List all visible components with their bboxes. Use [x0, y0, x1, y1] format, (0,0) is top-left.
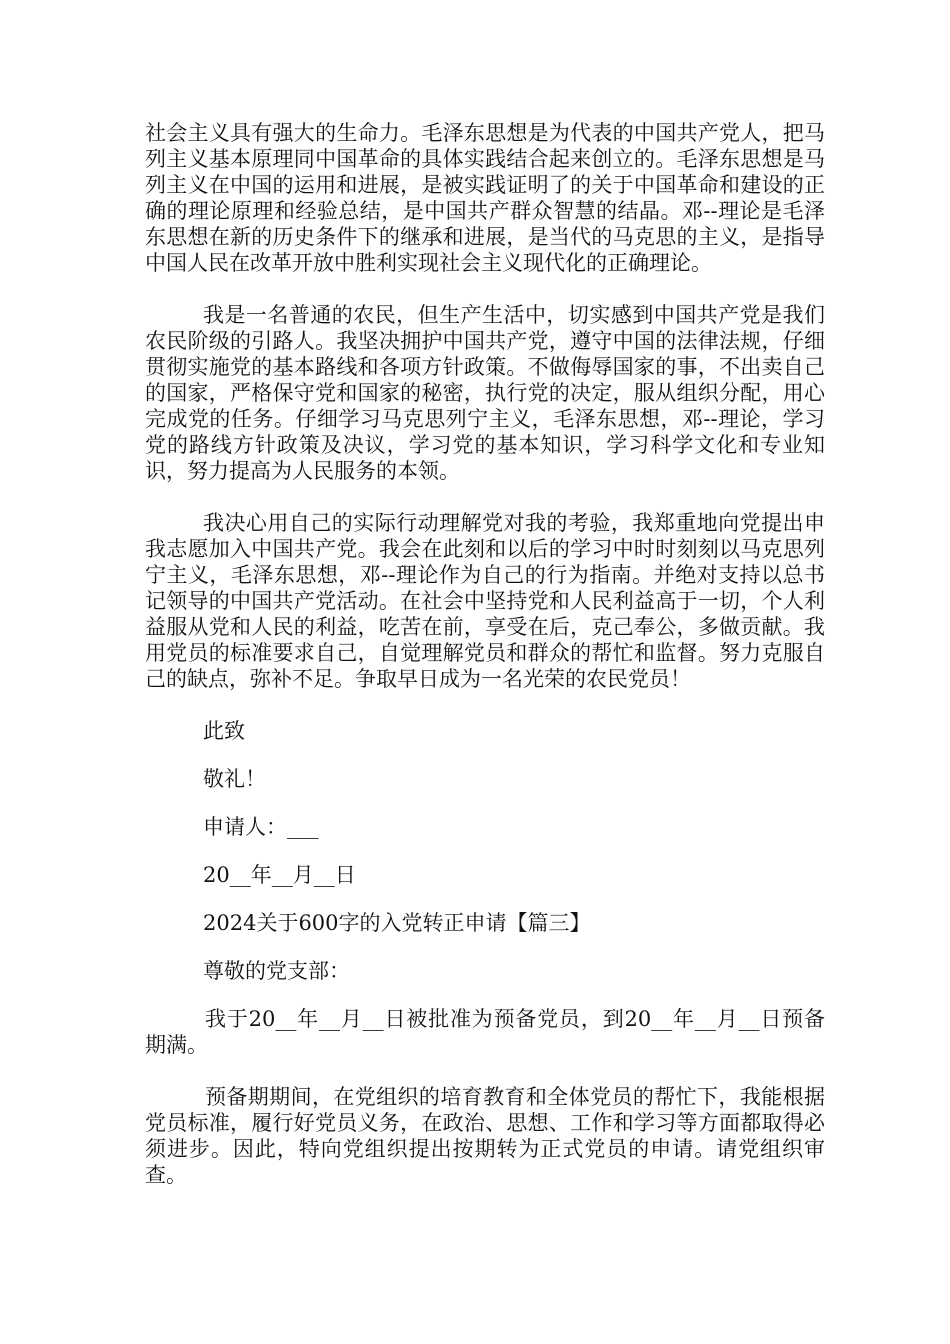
- closing-salute: 敬礼！: [203, 767, 266, 791]
- applicant-signature: 申请人：___: [203, 815, 319, 839]
- paragraph-farmer-statement: 我是一名普通的农民，但生产生活中，切实感到中国共产党是我们农民阶级的引路人。我坚决拥护中国共产党，遵守中国的法律法规，仔细贯彻实施党的基本路线和各项方针政策。不做侮辱国家的事，不出卖自己的国家，严格保守党和国家的秘密，执行党的决定，服从组织分配，用心完成党的任务。仔细学习马克思列宁主义，毛泽东思想，邓--理论，学习党的路线方针政策及决议，学习党的基本知识，学习科学文化和专业知识，努力提高为人民服务的本领。: [145, 303, 825, 483]
- paragraph-probation-summary: 预备期期间，在党组织的培育教育和全体党员的帮忙下，我能根据党员标准，履行好党员义务，在政治、思想、工作和学习等方面都取得必须进步。因此，特向党组织提出按期转为正式党员的申请。请党组织审查。: [145, 1085, 825, 1187]
- paragraph-probation-dates: 我于20__年__月__日被批准为预备党员，到20__年__月__日预备期满。: [145, 1007, 825, 1057]
- signature-date: 20__年__月__日: [203, 863, 356, 887]
- section-title: 2024关于600字的入党转正申请【篇三】: [203, 911, 591, 935]
- salutation: 尊敬的党支部：: [203, 959, 350, 983]
- paragraph-socialism-theory: 社会主义具有强大的生命力。毛泽东思想是为代表的中国共产党人，把马列主义基本原理同中国革命的具体实践结合起来创立的。毛泽东思想是马列主义在中国的运用和进展，是被实践证明了的关于中国革命和建设的正确的理论原理和经验总结，是中国共产群众智慧的结晶。邓--理论是毛泽东思想在新的历史条件下的继承和进展，是当代的马克思的主义，是指导中国人民在改革开放中胜利实现社会主义现代化的正确理论。: [145, 121, 825, 275]
- closing-greeting: 此致: [203, 719, 245, 743]
- document-page: [145, 120, 825, 1214]
- paragraph-determination: 我决心用自己的实际行动理解党对我的考验，我郑重地向党提出申我志愿加入中国共产党。我会在此刻和以后的学习中时时刻刻以马克思列宁主义，毛泽东思想，邓--理论作为自己的行为指南。并绝对支持以总书记领导的中国共产党活动。在社会中坚持党和人民利益高于一切，个人利益服从党和人民的利益，吃苦在前，享受在后，克己奉公，多做贡献。我用党员的标准要求自己，自觉理解党员和群众的帮忙和监督。努力克服自己的缺点，弥补不足。争取早日成为一名光荣的农民党员！: [145, 511, 825, 691]
